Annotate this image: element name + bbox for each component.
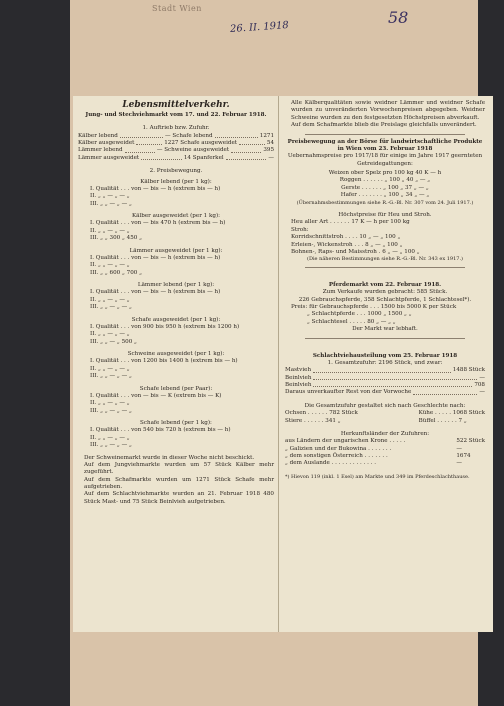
article-subtitle: Jung- und Stechviehmarkt vom 17. und 22. Februar 1918. (85, 111, 267, 118)
zufuhr-cell: Kühe . . . . . 1068 Stück (418, 410, 485, 417)
herkunft-cell: aus Ländern der ungarischen Krone . . . . . (285, 438, 406, 445)
price-group (78, 282, 274, 312)
boerse-heading: Preisbewegung an der Börse für landwirtschaftliche Produkte in Wien vom 23. Februar 1918 (287, 138, 483, 152)
section-divider (305, 267, 465, 268)
price-row: III. „ „ — „ — „ (90, 304, 132, 311)
price-row: II. „ „ — „ — „ (90, 262, 130, 269)
price-group (78, 213, 274, 243)
supply-row: Kälber lebend — Schafe lebend 1271 (78, 132, 275, 139)
herkunft-cell: „ dem sonstigen Österreich . . . . . . . (285, 453, 388, 460)
pferd-price: Preis: für Gebrauchspferde . . . 1500 bis 5000 K per Stück (291, 304, 457, 311)
intro-paragraph: Auf dem Schafmarkte blieb die Preislage gleichfalls unverändert. (291, 122, 477, 129)
price-row: I. Qualität . . . von 900 bis 950 h (extrem bis 1200 h) (90, 323, 240, 330)
pferd-heading: Pferdemarkt vom 22. Februar 1918. (328, 281, 442, 288)
hay-row: Heu aller Art . . . . . . 17 K — h per 100 kg (291, 219, 410, 226)
price-row: III. „ „ — „ — „ (90, 407, 132, 414)
note-paragraph: Auf dem Jungviehmarkte wurden um 57 Stück Kälber mehr zugeführt. (84, 461, 274, 476)
herkunft-cell: „ dem Auslande . . . . . . . . . . . . . (285, 460, 377, 467)
grain-row: Hafer . . . . . . . „ 100 „ 34 „ — „ (340, 192, 430, 199)
grain-row: Weizen ober Spelz pro 100 kg 40 K — h (328, 170, 442, 176)
hay-row: Erleien-, Wickenstroh . . . 8 „ — „ 100 „ (291, 241, 403, 248)
pferd-note: Der Markt war lebhaft. (352, 326, 418, 333)
zufuhr-cell: Stiere . . . . . . 341 „ (285, 417, 341, 424)
price-row: III. „ „ — „ — „ (90, 373, 132, 380)
section-divider (305, 134, 465, 135)
pferd-price: „ Schlachtpferde . . . 1000 „ 1500 „ „ (307, 311, 412, 318)
intro-paragraph: Alle Kälberqualitäten sowie weidner Lämmer und weidner Schafe wurden zu unveränderten Vorwochenpreisen abgegeben. Weidner Schweine wurden zu den festgesetzten Höchstpreisen abverkauft. (291, 100, 485, 121)
article-title: Lebensmittelverkehr. (122, 100, 230, 110)
zufuhr-table (285, 410, 485, 425)
price-row: II. „ „ — „ — „ (90, 193, 130, 200)
supply-table (78, 133, 274, 163)
schlacht-row: Daraus unverkaufter Rest von der Vorwoche — (285, 389, 485, 396)
herkunft-table (285, 438, 485, 468)
price-row: I. Qualität . . . von — bis — h (extrem bis — h) (90, 289, 221, 296)
hay-row: Bohnen-, Raps- und Maisstroh . 6 „ — „ 100 „ (291, 248, 420, 255)
grain-note: (Übernahmsbestimmungen siehe R.-G.-Bl. Nr. 307 vom 24. Juli 1917.) (296, 199, 474, 206)
price-group (78, 248, 274, 278)
handwritten-date: 26. II. 1918 (229, 19, 290, 36)
price-group-head: Kälber lebend (per 1 kg): (140, 178, 212, 185)
zufuhr-heading: Die Gesamtzufuhr gestaltet sich nach Geschlechte nach: (304, 402, 466, 409)
supply-row: Lämmer ausgeweidet 14 Spanferkel — (78, 154, 274, 161)
price-row: II. „ „ — „ — „ (90, 400, 130, 407)
price-row: II. „ „ — „ — „ (90, 331, 130, 338)
pferd-line: 226 Gebrauchspferde, 358 Schlachtpferde, 1 Schlachtesel*). (298, 296, 472, 303)
herkunft-cell: 1674 (456, 453, 471, 460)
left-column (78, 96, 274, 506)
schlacht-row: Beinlvieh 708 (285, 382, 485, 389)
herkunft-cell: 522 Stück (456, 438, 485, 445)
price-row: III. „ „ — „ 500 „ (90, 338, 137, 345)
supply-row: Lämmer lebend — Schweine ausgeweidet 395 (78, 147, 275, 154)
note-paragraph: Auf dem Schlachtviehmarkte wurden an 21. Februar 1918 480 Stück Mast- und 75 Stück Beinlvieh aufgetrieben. (84, 491, 274, 505)
pferd-line: Zum Verkaufe wurden gebracht: 585 Stück. (322, 289, 448, 296)
right-column (285, 96, 485, 480)
schlacht-subheading: 1. Gesamtzufuhr: 2196 Stück, und zwar: (327, 359, 443, 366)
zufuhr-cell: Büffel . . . . . . 7 „ (418, 417, 467, 424)
price-group-head: Lämmer lebend (per 1 kg): (137, 282, 215, 288)
supply-row: Kälber ausgeweidet 1227 Schafe ausgeweidet 54 (78, 140, 275, 146)
price-group-head: Kälber ausgeweidet (per 1 kg): (131, 213, 221, 219)
price-group-head: Schafe lebend (per 1 kg): (140, 420, 212, 426)
price-row: III. „ „ — „ — „ (90, 442, 132, 449)
market-notes (78, 455, 274, 507)
price-row: I. Qualität . . . von 540 bis 720 h (extrem bis — h) (90, 427, 231, 434)
price-row: I. Qualität . . . von 1200 bis 1400 h (extrem bis — h) (90, 358, 238, 365)
zufuhr-cell: Ochsen . . . . . . 782 Stück (285, 410, 358, 417)
price-row: II. „ „ — „ — „ (90, 365, 130, 372)
herkunft-cell: — (456, 445, 462, 452)
price-group (78, 317, 274, 347)
pferd-price: „ Schlachtesel . . . . . 80 „ — „ „ (307, 318, 396, 325)
hay-note: (Die näheren Bestimmungen siehe R.-G.-Bl. Nr. 343 ex 1917.) (307, 256, 463, 263)
herkunft-cell: „ Galizien und der Bukowina . . . . . . . (285, 445, 392, 452)
price-row: II. „ „ — „ — „ (90, 296, 130, 303)
price-row: I. Qualität . . . von — bis — h (extrem bis — h) (90, 185, 221, 192)
hay-row: Korridschnittstroh . . . . 10 „ — „ 100 „ (291, 234, 401, 241)
note-paragraph: Auf dem Schafmarkte wurden um 1271 Stück Schafe mehr aufgetrieben. (84, 476, 274, 490)
price-group-head: Schweine ausgeweidet (per 1 kg): (127, 351, 225, 357)
schlacht-row: Mastvieh 1488 Stück (285, 367, 485, 374)
price-row: I. Qualität . . . von — bis — h (extrem bis — h) (90, 254, 221, 261)
section-divider (305, 338, 465, 339)
schlacht-row: Beinlvieh — (285, 374, 485, 381)
footnote: *) Hievon 119 (inkl. 1 Esel) am Markte und 349 im Pferdeschlachthause. (285, 473, 470, 480)
price-row: II. „ „ — „ — „ (90, 434, 130, 441)
price-row: III. „ „ 600 „ 700 „ (90, 269, 143, 276)
price-group (78, 420, 274, 450)
price-row: III. „ „ 300 „ 450 „ (90, 235, 143, 242)
hay-heading: Höchstpreise für Heu und Stroh. (338, 212, 432, 219)
note-paragraph: Der Schweinemarkt wurde in dieser Woche nicht beschickt. (84, 454, 255, 461)
price-heading: 2. Preisbewegung. (149, 168, 203, 175)
boerse-subheading: Uebernahmspreise pro 1917/18 für einige im Jahre 1917 geernteten Getreidegattungen: (287, 153, 483, 167)
price-row: II. „ „ — „ — „ (90, 227, 130, 234)
schlacht-heading: Schlachtviehausteilung vom 25. Februar 1918 (312, 352, 458, 359)
price-row: I. Qualität . . . von — bis — K (extrem bis — K) (90, 392, 222, 399)
hay-row: Stroh: (291, 226, 309, 233)
price-row: III. „ „ — „ — „ (90, 200, 132, 207)
archive-stamp: Stadt Wien (152, 4, 202, 13)
handwritten-number: 58 (388, 8, 409, 27)
grain-row: Gerste . . . . . . „ 100 „ 37 „ — „ (341, 184, 429, 191)
herkunft-heading: Herkunftsländer der Zufuhren: (340, 430, 430, 437)
supply-heading: 1. Auftrieb bzw. Zufuhr. (142, 125, 210, 132)
price-group (78, 179, 274, 209)
price-group-head: Schafe ausgeweidet (per 1 kg): (131, 316, 221, 323)
price-group (78, 386, 274, 416)
price-group (78, 351, 274, 381)
herkunft-cell: — (456, 460, 462, 467)
price-group-head: Schafe lebend (per Paar): (139, 385, 213, 392)
grain-row: Roggen . . . . . . „ 100 „ 40 „ — „ (339, 177, 431, 184)
price-group-head: Lämmer ausgeweidet (per 1 kg): (129, 247, 223, 254)
newspaper-clipping (73, 96, 493, 632)
price-row: I. Qualität . . . von — bis 470 h (extrem bis — h) (90, 220, 226, 227)
column-divider (278, 96, 279, 632)
